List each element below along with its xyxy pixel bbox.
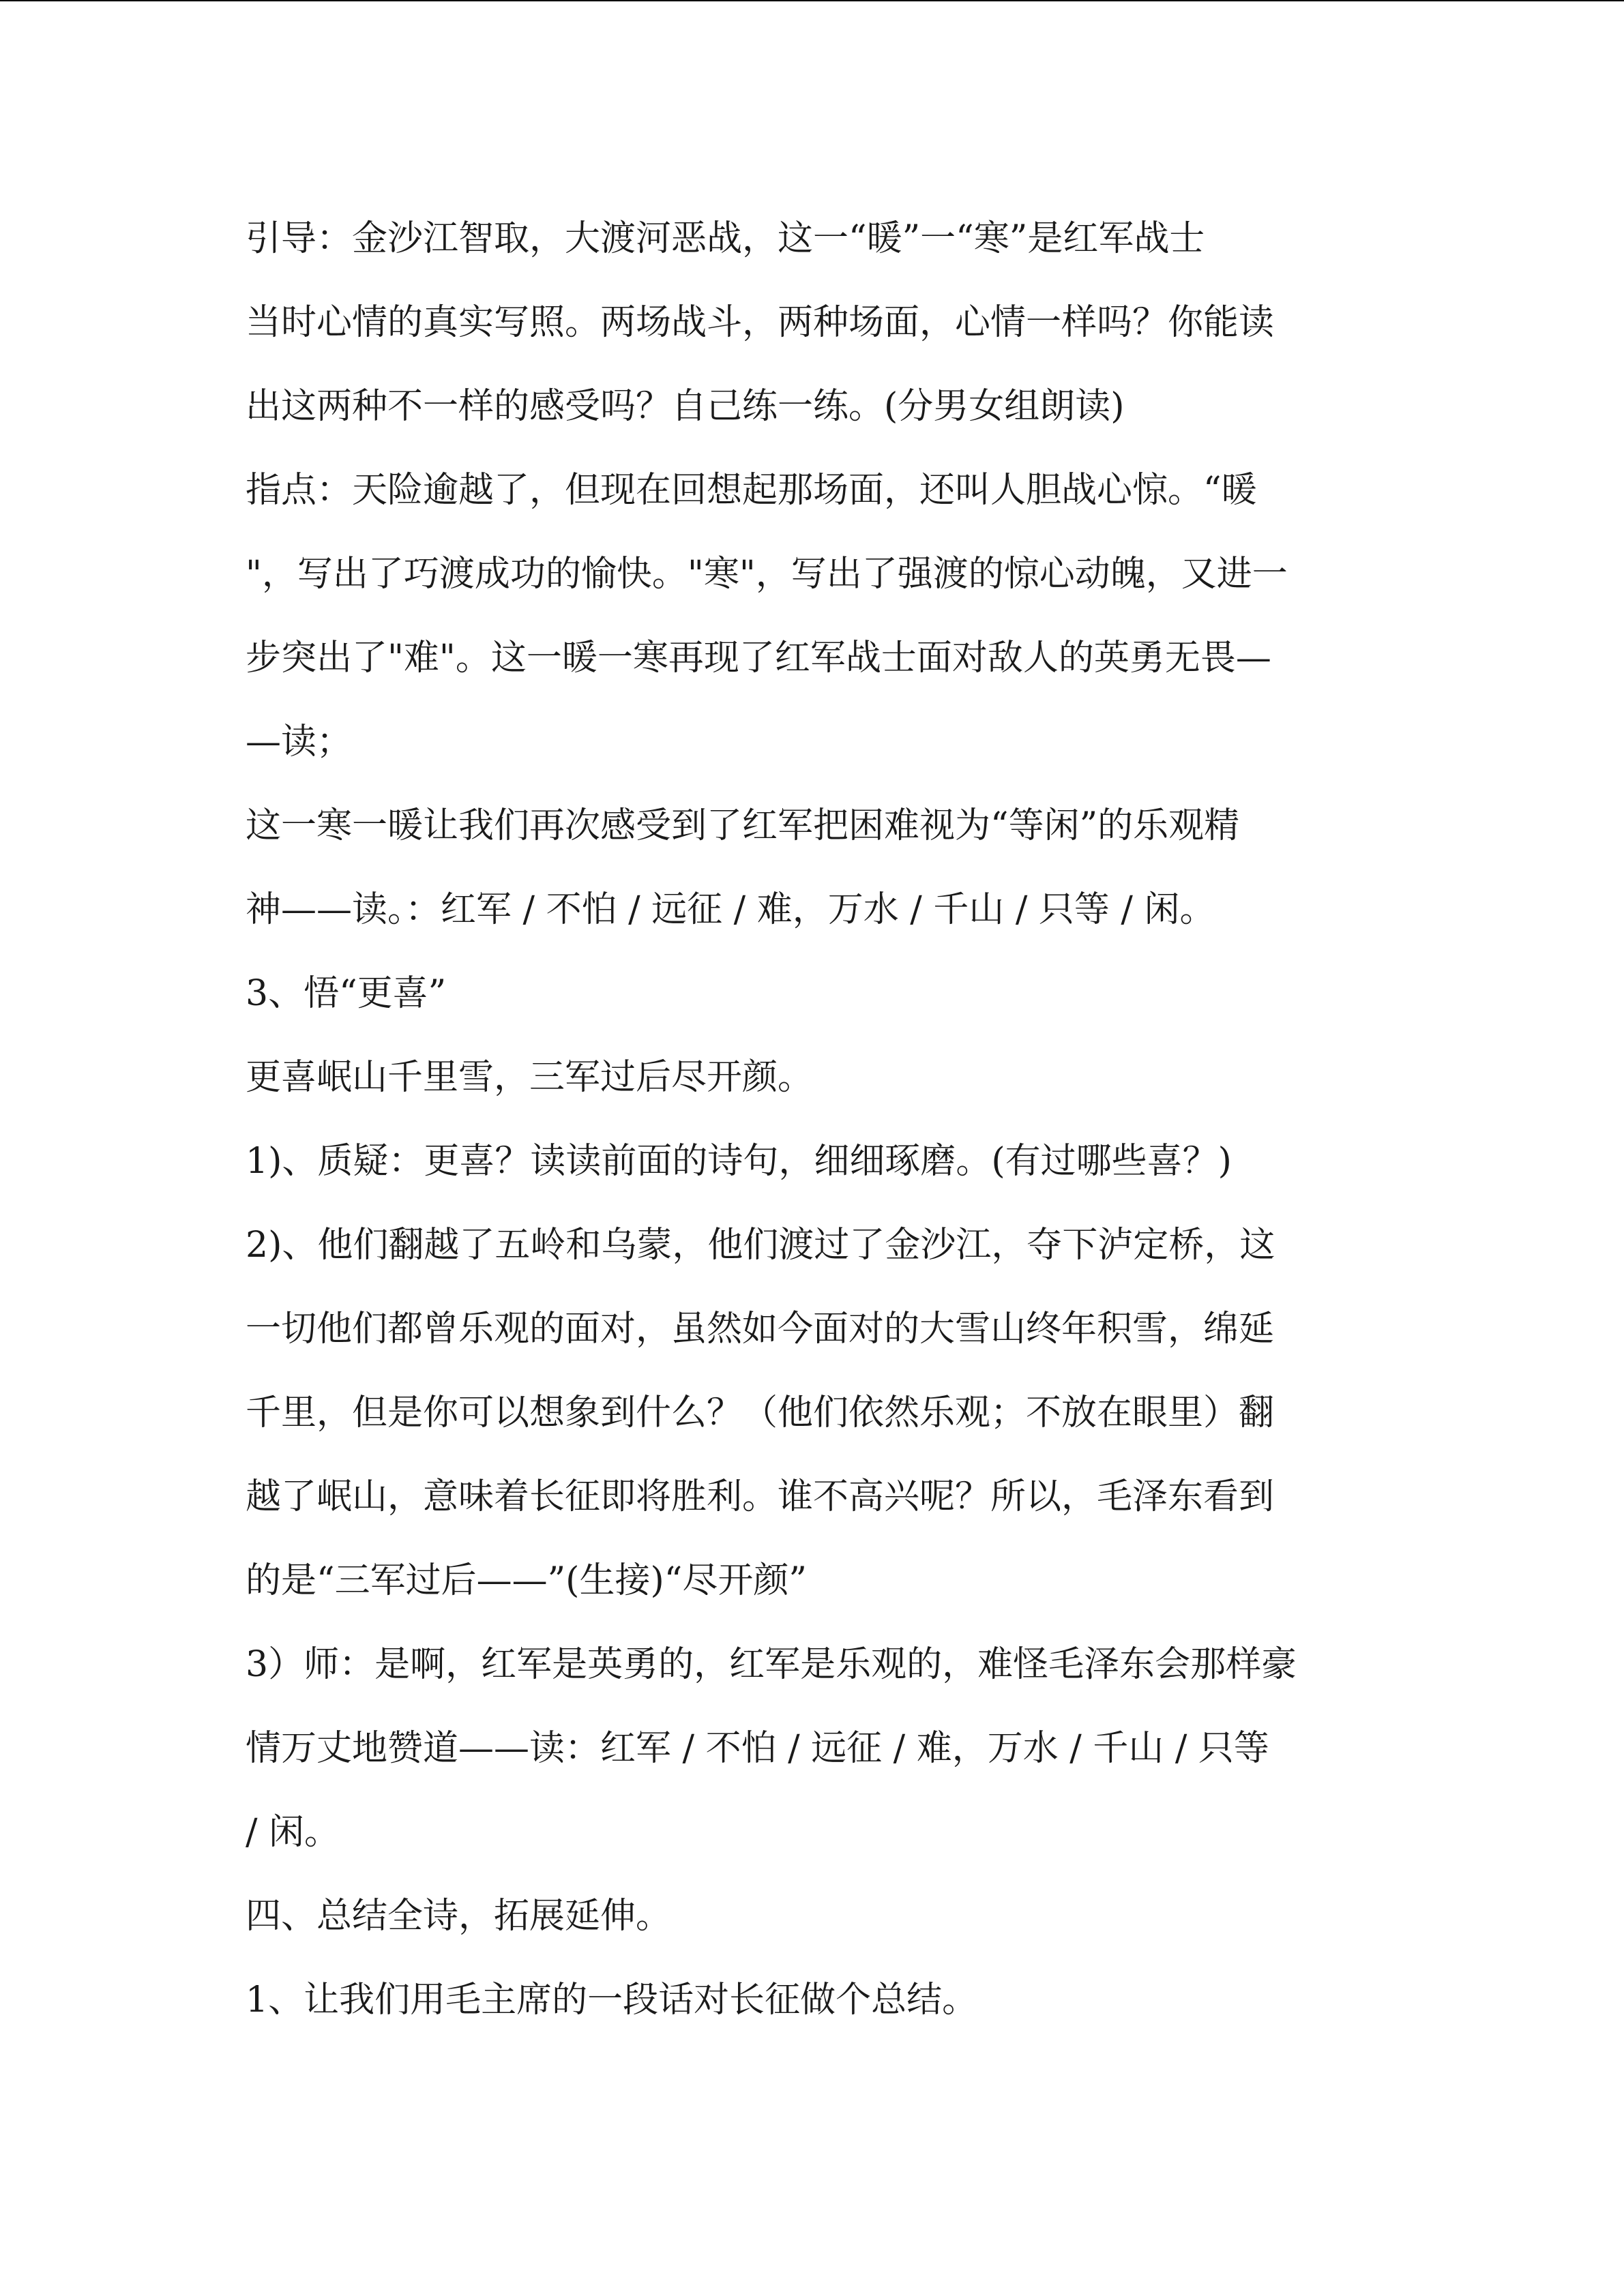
text-line-11: 更喜岷山千里雪，三军过后尽开颜。 <box>246 1057 814 1098</box>
text-line-1: 引导：金沙江智取，大渡河恶战，这一“暖”一“寒”是红军战士 <box>246 218 1205 259</box>
text-line-22: 1、让我们用毛主席的一段话对长征做个总结。 <box>246 1980 978 2021</box>
text-line-14: 一切他们都曾乐观的面对，虽然如今面对的大雪山终年积雪，绵延 <box>246 1309 1275 1350</box>
text-line-13: 2)、他们翻越了五岭和乌蒙，他们渡过了金沙江，夺下泸定桥，这 <box>246 1225 1275 1266</box>
text-line-7: —读； <box>246 721 353 762</box>
text-line-17: 的是“三军过后——”(生接)“尽开颜” <box>246 1560 807 1601</box>
text-line-12: 1)、质疑：更喜？读读前面的诗句，细细琢磨。(有过哪些喜？) <box>246 1141 1232 1182</box>
text-line-3: 出这两种不一样的感受吗？自己练一练。(分男女组朗读) <box>246 386 1125 427</box>
text-line-15: 千里，但是你可以想象到什么？（他们依然乐观；不放在眼里）翻 <box>246 1392 1275 1433</box>
text-line-18: 3）师：是啊，红军是英勇的，红军是乐观的，难怪毛泽东会那样豪 <box>246 1644 1297 1685</box>
text-line-6: 步突出了"难"。这一暖一寒再现了红军战士面对敌人的英勇无畏— <box>246 638 1271 679</box>
text-line-10: 3、悟“更喜” <box>246 973 447 1014</box>
text-line-5: "，写出了巧渡成功的愉快。"寒"，写出了强渡的惊心动魄，又进一 <box>246 554 1288 595</box>
text-line-8: 这一寒一暖让我们再次感受到了红军把困难视为“等闲”的乐观精 <box>246 805 1240 846</box>
text-line-21: 四、总结全诗，拓展延伸。 <box>246 1896 672 1937</box>
text-line-20: / 闲。 <box>246 1812 340 1853</box>
text-line-4: 指点：天险逾越了，但现在回想起那场面，还叫人胆战心惊。“暖 <box>246 470 1257 511</box>
text-line-19: 情万丈地赞道——读：红军 / 不怕 / 远征 / 难，万水 / 千山 / 只等 <box>246 1728 1269 1769</box>
text-line-2: 当时心情的真实写照。两场战斗，两种场面，心情一样吗？你能读 <box>246 302 1275 343</box>
text-line-16: 越了岷山，意味着长征即将胜利。谁不高兴呢？所以，毛泽东看到 <box>246 1476 1275 1517</box>
text-line-9: 神——读。：红军 / 不怕 / 远征 / 难，万水 / 千山 / 只等 / 闲。 <box>246 889 1215 930</box>
